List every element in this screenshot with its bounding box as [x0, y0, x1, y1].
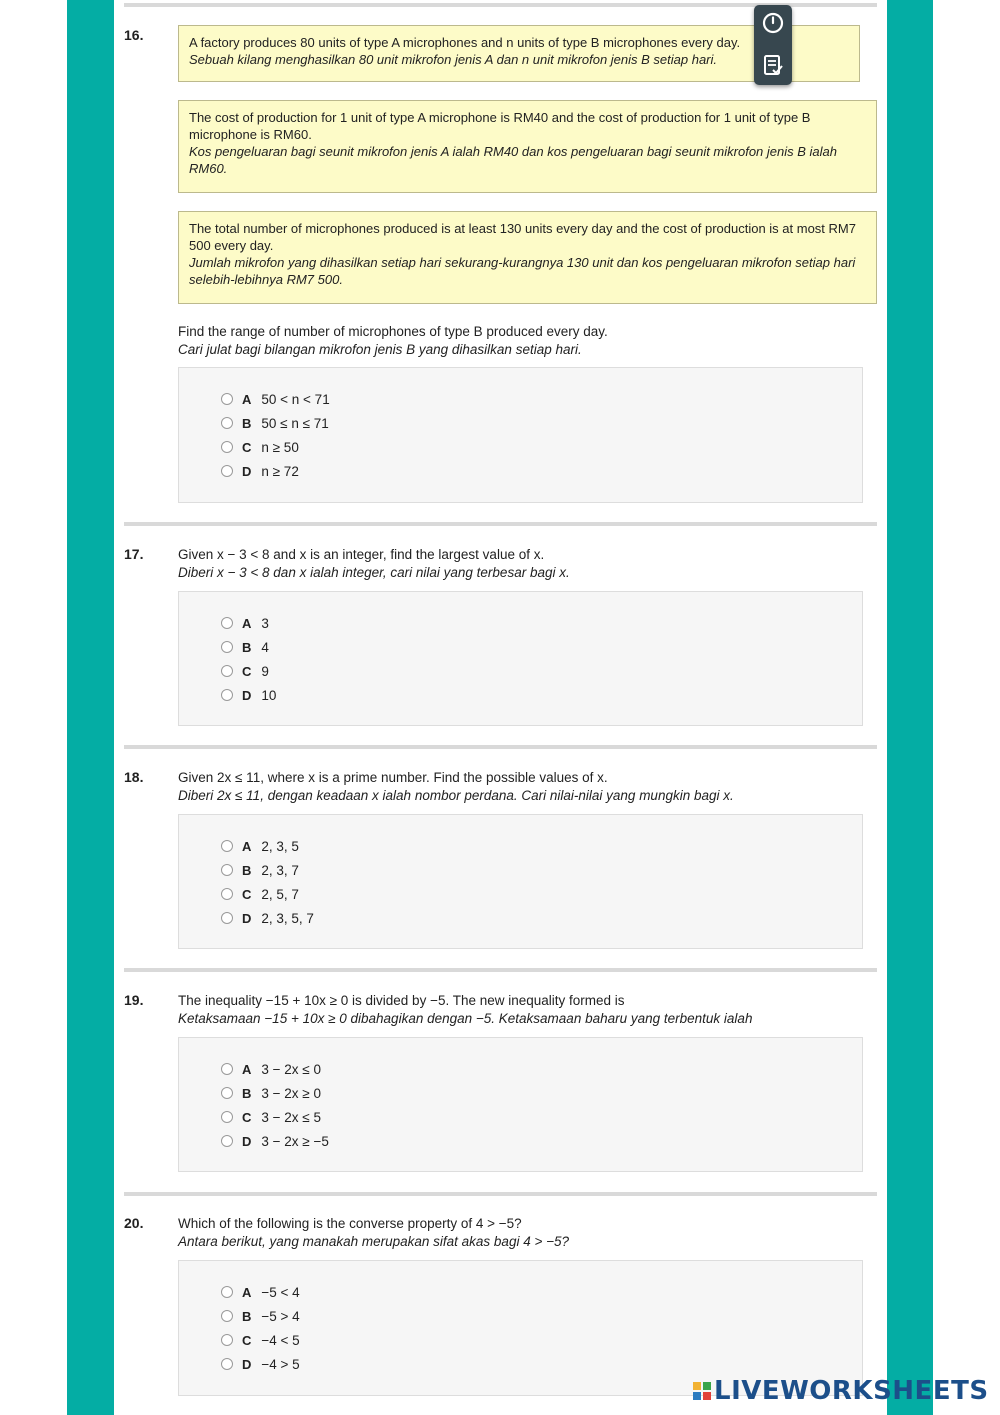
option-text: −5 < 4 — [261, 1284, 300, 1300]
option-letter: D — [242, 463, 252, 479]
option-a[interactable] — [221, 1283, 300, 1301]
logo-grid-icon — [693, 1382, 711, 1400]
radio-button[interactable] — [221, 1135, 233, 1147]
option-c[interactable] — [221, 438, 299, 456]
option-text: 50 ≤ n ≤ 71 — [261, 415, 329, 431]
option-a[interactable] — [221, 614, 269, 632]
option-b[interactable] — [221, 861, 299, 879]
prompt-en: The inequality −15 + 10x ≥ 0 is divided by −5. The new inequality formed is — [178, 993, 625, 1008]
prompt-en: Which of the following is the converse property of 4 > −5? — [178, 1216, 522, 1231]
info-text-en: A factory produces 80 units of type A microphones and n units of type B microphones every day. — [189, 35, 741, 50]
info-text-en: The cost of production for 1 unit of type A microphone is RM40 and the cost of production for 1 unit of type B microphone is RM60. — [189, 110, 811, 142]
prompt-en: Given 2x ≤ 11, where x is a prime number. Find the possible values of x. — [178, 770, 608, 785]
floating-toolbar — [754, 5, 792, 85]
option-letter: C — [242, 1109, 252, 1125]
option-letter: C — [242, 1332, 252, 1348]
radio-button[interactable] — [221, 641, 233, 653]
radio-button[interactable] — [221, 617, 233, 629]
option-text: 10 — [261, 687, 277, 703]
option-letter: A — [242, 391, 252, 407]
radio-button[interactable] — [221, 665, 233, 677]
option-letter: B — [242, 1308, 252, 1324]
question-prompt — [178, 769, 868, 805]
option-text: −4 < 5 — [261, 1332, 300, 1348]
question-prompt — [178, 546, 868, 582]
section-divider — [124, 745, 877, 749]
option-letter: A — [242, 838, 252, 854]
option-text: 50 < n < 71 — [261, 391, 330, 407]
logo-text: LIVEWORKSHEETS — [714, 1376, 989, 1406]
section-divider — [124, 1192, 877, 1196]
option-b[interactable] — [221, 414, 329, 432]
option-letter: B — [242, 415, 252, 431]
radio-button[interactable] — [221, 864, 233, 876]
option-letter: B — [242, 1085, 252, 1101]
option-text: 2, 3, 5, 7 — [261, 910, 314, 926]
option-letter: D — [242, 1133, 252, 1149]
option-d[interactable] — [221, 1132, 329, 1150]
option-text: n ≥ 50 — [261, 439, 299, 455]
option-a[interactable] — [221, 1060, 321, 1078]
option-text: 3 − 2x ≤ 0 — [261, 1061, 321, 1077]
option-letter: B — [242, 862, 252, 878]
prompt-ms: Antara berikut, yang manakah merupakan sifat akas bagi 4 > −5? — [178, 1234, 569, 1249]
question-number: 19. — [124, 992, 144, 1008]
prompt-en: Given x − 3 < 8 and x is an integer, find the largest value of x. — [178, 547, 545, 562]
option-c[interactable] — [221, 1108, 321, 1126]
option-text: 4 — [261, 639, 269, 655]
option-letter: C — [242, 439, 252, 455]
question-number: 16. — [124, 27, 144, 43]
option-text: n ≥ 72 — [261, 463, 299, 479]
option-a[interactable] — [221, 837, 299, 855]
option-letter: A — [242, 615, 252, 631]
info-box-3 — [178, 211, 877, 304]
option-b[interactable] — [221, 638, 269, 656]
radio-button[interactable] — [221, 1111, 233, 1123]
options-box — [178, 367, 863, 503]
radio-button[interactable] — [221, 1087, 233, 1099]
prompt-en: Find the range of number of microphones of type B produced every day. — [178, 324, 608, 339]
prompt-ms: Cari julat bagi bilangan mikrofon jenis B yang dihasilkan setiap hari. — [178, 342, 582, 357]
option-text: 2, 5, 7 — [261, 886, 299, 902]
option-c[interactable] — [221, 1331, 300, 1349]
radio-button[interactable] — [221, 417, 233, 429]
finish-button[interactable] — [759, 51, 787, 79]
radio-button[interactable] — [221, 393, 233, 405]
option-text: 3 − 2x ≥ 0 — [261, 1085, 321, 1101]
question-prompt — [178, 1215, 868, 1251]
radio-button[interactable] — [221, 441, 233, 453]
prompt-ms: Diberi 2x ≤ 11, dengan keadaan x ialah nombor perdana. Cari nilai-nilai yang mungkin bagi x. — [178, 788, 734, 803]
radio-button[interactable] — [221, 1286, 233, 1298]
options-box — [178, 814, 863, 949]
option-d[interactable] — [221, 462, 299, 480]
option-letter: D — [242, 687, 252, 703]
option-c[interactable] — [221, 885, 299, 903]
liveworksheets-logo — [693, 1376, 989, 1406]
options-box — [178, 1037, 863, 1172]
option-d[interactable] — [221, 1355, 300, 1373]
finish-check-icon — [761, 53, 785, 77]
radio-button[interactable] — [221, 1358, 233, 1370]
option-b[interactable] — [221, 1307, 300, 1325]
radio-button[interactable] — [221, 689, 233, 701]
options-box — [178, 591, 863, 726]
radio-button[interactable] — [221, 888, 233, 900]
prompt-ms: Ketaksamaan −15 + 10x ≥ 0 dibahagikan dengan −5. Ketaksamaan baharu yang terbentuk ialah — [178, 1011, 753, 1026]
info-text-en: The total number of microphones produced is at least 130 units every day and the cost of production is at most RM7 500 every day. — [189, 221, 856, 253]
radio-button[interactable] — [221, 840, 233, 852]
option-text: −4 > 5 — [261, 1356, 300, 1372]
right-teal-border — [887, 0, 933, 1415]
section-divider — [124, 968, 877, 972]
option-d[interactable] — [221, 909, 314, 927]
info-text-ms: Kos pengeluaran bagi seunit mikrofon jenis A ialah RM40 dan kos pengeluaran bagi seunit mikrofon jenis B ialah RM60. — [189, 144, 837, 176]
info-text-ms: Sebuah kilang menghasilkan 80 unit mikrofon jenis A dan n unit mikrofon jenis B setiap hari. — [189, 52, 718, 67]
question-number: 17. — [124, 546, 144, 562]
radio-button[interactable] — [221, 1334, 233, 1346]
info-box-2 — [178, 100, 877, 193]
info-text-ms: Jumlah mikrofon yang dihasilkan setiap hari sekurang-kurangnya 130 unit dan kos pengeluaran mikrofon setiap hari selebih-lebihnya RM7 500. — [189, 255, 856, 287]
question-number: 20. — [124, 1215, 144, 1231]
option-letter: B — [242, 639, 252, 655]
option-d[interactable] — [221, 686, 276, 704]
option-letter: C — [242, 663, 252, 679]
left-teal-border — [67, 0, 114, 1415]
option-letter: C — [242, 886, 252, 902]
option-text: 3 — [261, 615, 269, 631]
question-prompt — [178, 323, 868, 359]
radio-button[interactable] — [221, 1310, 233, 1322]
option-text: 9 — [261, 663, 269, 679]
option-text: 3 − 2x ≤ 5 — [261, 1109, 321, 1125]
option-text: 2, 3, 5 — [261, 838, 299, 854]
option-text: −5 > 4 — [261, 1308, 300, 1324]
option-c[interactable] — [221, 662, 269, 680]
option-letter: A — [242, 1284, 252, 1300]
option-text: 2, 3, 7 — [261, 862, 299, 878]
option-b[interactable] — [221, 1084, 321, 1102]
option-letter: D — [242, 910, 252, 926]
radio-button[interactable] — [221, 1063, 233, 1075]
section-divider — [124, 522, 877, 526]
radio-button[interactable] — [221, 465, 233, 477]
question-prompt — [178, 992, 868, 1028]
timer-button[interactable] — [759, 9, 787, 37]
prompt-ms: Diberi x − 3 < 8 dan x ialah integer, cari nilai yang terbesar bagi x. — [178, 565, 570, 580]
question-number: 18. — [124, 769, 144, 785]
option-letter: A — [242, 1061, 252, 1077]
option-letter: D — [242, 1356, 252, 1372]
option-text: 3 − 2x ≥ −5 — [261, 1133, 329, 1149]
option-a[interactable] — [221, 390, 330, 408]
radio-button[interactable] — [221, 912, 233, 924]
timer-icon — [761, 11, 785, 35]
